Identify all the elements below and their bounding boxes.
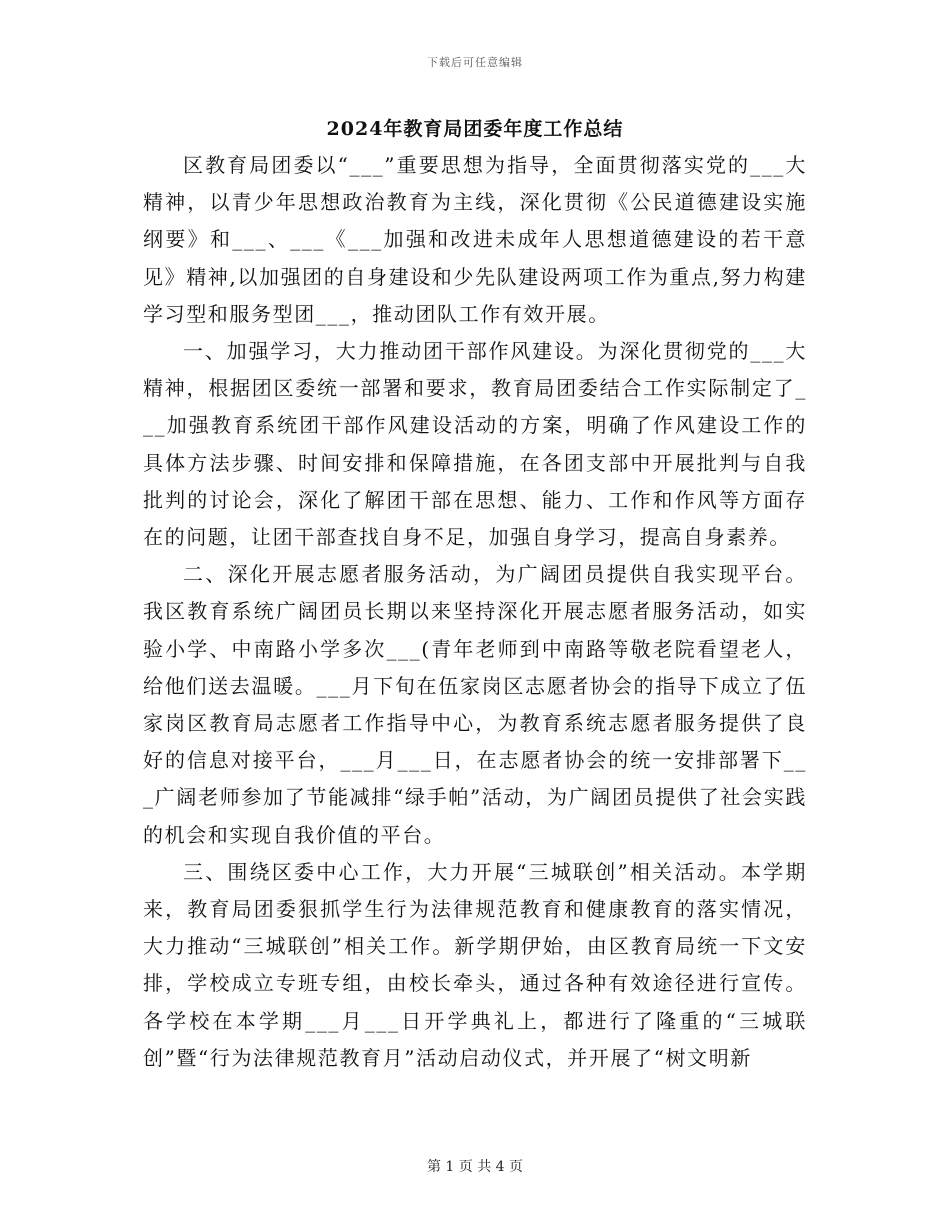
section-one-paragraph: 一、加强学习，大力推动团干部作风建设。为深化贯彻党的___大精神，根据团区委统一部署和要求，教育局团委结合工作实际制定了___加强教育系统团干部作风建设活动的方案，明确了作风建设工作的具体方法步骤、时间安排和保障措施，在各团支部中开展批判与自我批判的讨论会，深化了解团干部在思想、能力、工作和作风等方面存在的问题，让团干部查找自身不足，加强自身学习，提高自身素养。 xyxy=(143,339,807,550)
section-two-paragraph: 二、深化开展志愿者服务活动，为广阔团员提供自我实现平台。我区教育系统广阔团员长期以来坚持深化开展志愿者服务活动，如实验小学、中南路小学多次___(青年老师到中南路等敬老院看望老人，给他们送去温暖。___月下旬在伍家岗区志愿者协会的指导下成立了伍家岗区教育局志愿者工作指导中心，为教育系统志愿者服务提供了良好的信息对接平台，___月___日，在志愿者协会的统一安排部署下___广阔老师参加了节能减排“绿手帕”活动，为广阔团员提供了社会实践的机会和实现自我价值的平台。 xyxy=(143,562,807,847)
page-header-note: 下载后可任意编辑 xyxy=(427,56,523,69)
section-three-paragraph: 三、围绕区委中心工作，大力开展“三城联创”相关活动。本学期来，教育局团委狠抓学生行为法律规范教育和健康教育的落实情况，大力推动“三城联创”相关工作。新学期伊始，由区教育局统一下文安排，学校成立专班专组，由校长牵头，通过各种有效途径进行宣传。各学校在本学期___月___日开学典礼上，都进行了隆重的“三城联创”暨“行为法律规范教育月”活动启动仪式，并开展了“树文明新 xyxy=(143,859,807,1070)
page-number: 第 1 页 共 4 页 xyxy=(426,1159,524,1175)
intro-paragraph: 区教育局团委以“___”重要思想为指导，全面贯彻落实党的___大精神，以青少年思想政治教育为主线，深化贯彻《公民道德建设实施纲要》和___、___《___加强和改进未成年人思想道德建设的若干意见》精神,以加强团的自身建设和少先队建设两项工作为重点,努力构建学习型和服务型团___，推动团队工作有效开展。 xyxy=(143,153,807,326)
document-title: 2024年教育局团委年度工作总结 xyxy=(326,118,624,140)
document-body xyxy=(143,147,807,1077)
